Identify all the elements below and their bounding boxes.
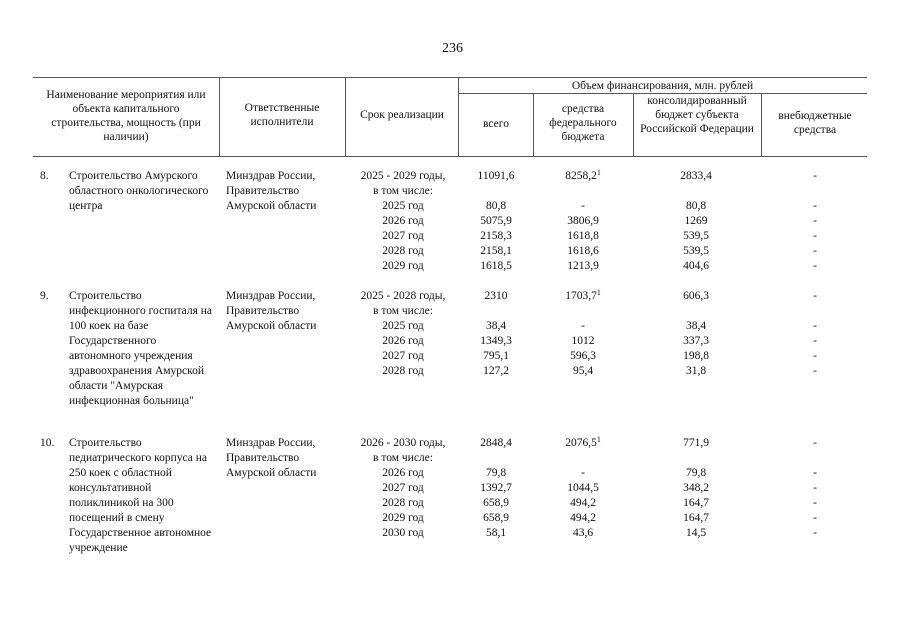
- total-cell: 2158,1: [480, 245, 512, 257]
- consolidated-cell: 164,7: [683, 497, 709, 509]
- period-line: [0, 319, 905, 334]
- federal-cell: 43,6: [572, 527, 594, 539]
- header-consolidated: консолидированный бюджет субъекта Российской Федерации: [640, 95, 754, 135]
- period-line: [0, 184, 905, 199]
- period-line: [0, 229, 905, 244]
- period-cell: 2027 год: [382, 482, 424, 494]
- consolidated-cell: 79,8: [685, 467, 707, 479]
- period-cell: 2026 год: [382, 467, 424, 479]
- consolidated-cell: 539,5: [683, 245, 709, 257]
- period-line: [0, 214, 905, 229]
- consolidated-cell: 337,3: [683, 335, 709, 347]
- period-cell: 2028 год: [382, 245, 424, 257]
- total-cell: 58,1: [485, 527, 507, 539]
- total-cell: 80,8: [485, 200, 507, 212]
- total-cell: 2158,3: [480, 230, 512, 242]
- federal-cell: 1012: [571, 335, 595, 347]
- federal-cell: 1618,8: [567, 230, 599, 242]
- federal-cell: 2076,5$^1$: [565, 435, 601, 449]
- federal-cell: 95,4: [572, 365, 594, 377]
- header-total: всего: [483, 118, 509, 130]
- extrabudgetary-cell: -: [813, 497, 817, 509]
- period-cell: в том числе:: [373, 452, 433, 464]
- federal-cell: 596,3: [570, 350, 596, 362]
- total-cell: 38,4: [485, 320, 507, 332]
- period-cell: 2028 год: [382, 365, 424, 377]
- row-number: 9.: [40, 290, 49, 302]
- row-name: Строительство инфекционного госпиталя на 100 коек на базе Государственного автономного учреждения здравоохранения Амурской области "Амурская инфекционная больница": [69, 290, 213, 407]
- total-cell: 1618,5: [480, 260, 512, 272]
- period-cell: 2030 год: [382, 527, 424, 539]
- extrabudgetary-cell: -: [813, 245, 817, 257]
- consolidated-cell: 31,8: [685, 365, 707, 377]
- footnote-mark: 1: [596, 288, 601, 297]
- federal-cell: 1703,7$^1$: [565, 288, 601, 302]
- total-cell: 658,9: [483, 497, 509, 509]
- period-line: [0, 259, 905, 274]
- total-cell: 127,2: [483, 365, 509, 377]
- extrabudgetary-cell: -: [813, 350, 817, 362]
- consolidated-cell: 2833,4: [680, 170, 712, 182]
- total-cell: 79,8: [485, 467, 507, 479]
- period-line: [0, 526, 905, 541]
- extrabudgetary-cell: -: [813, 290, 817, 302]
- federal-cell: 1044,5: [567, 482, 599, 494]
- consolidated-cell: 348,2: [683, 482, 709, 494]
- consolidated-cell: 606,3: [683, 290, 709, 302]
- footnote-mark: 1: [596, 435, 601, 444]
- total-cell: 5075,9: [480, 215, 512, 227]
- extrabudgetary-cell: -: [813, 365, 817, 377]
- period-cell: 2026 - 2030 годы,: [360, 437, 446, 449]
- total-cell: 795,1: [483, 350, 509, 362]
- period-cell: 2029 год: [382, 260, 424, 272]
- federal-cell: -: [581, 200, 585, 212]
- extrabudgetary-cell: -: [813, 170, 817, 182]
- consolidated-cell: 14,5: [685, 527, 707, 539]
- header-federal: средства федерального бюджета: [549, 103, 617, 143]
- total-cell: 658,9: [483, 512, 509, 524]
- footnote-mark: 1: [596, 168, 601, 177]
- consolidated-cell: 1269: [684, 215, 708, 227]
- total-cell: 1392,7: [480, 482, 512, 494]
- period-line: [0, 481, 905, 496]
- header-financing: Объем финансирования, млн. рублей: [571, 80, 754, 92]
- extrabudgetary-cell: -: [813, 467, 817, 479]
- total-cell: 11091,6: [477, 170, 515, 182]
- period-line: [0, 199, 905, 214]
- consolidated-cell: 198,8: [683, 350, 709, 362]
- federal-cell: -: [581, 467, 585, 479]
- row-executors: Минздрав России, Правительство Амурской области: [226, 290, 317, 332]
- consolidated-cell: 771,9: [683, 437, 709, 449]
- period-cell: 2027 год: [382, 230, 424, 242]
- row-executors: Минздрав России, Правительство Амурской области: [226, 437, 317, 479]
- federal-cell: 494,2: [570, 512, 596, 524]
- total-cell: 1349,3: [480, 335, 512, 347]
- period-line: [0, 364, 905, 379]
- extrabudgetary-cell: -: [813, 215, 817, 227]
- period-line: [0, 334, 905, 349]
- period-line: [0, 244, 905, 259]
- row-executors: Минздрав России, Правительство Амурской области: [226, 170, 317, 212]
- period-line: [0, 466, 905, 481]
- federal-cell: 494,2: [570, 497, 596, 509]
- period-cell: 2026 год: [382, 335, 424, 347]
- federal-cell: 8258,2$^1$: [565, 168, 601, 182]
- period-cell: в том числе:: [373, 305, 433, 317]
- federal-cell: -: [581, 320, 585, 332]
- extrabudgetary-cell: -: [813, 335, 817, 347]
- period-cell: 2026 год: [382, 215, 424, 227]
- period-cell: 2025 год: [382, 320, 424, 332]
- period-cell: 2025 - 2028 годы,: [360, 290, 446, 302]
- extrabudgetary-cell: -: [813, 437, 817, 449]
- extrabudgetary-cell: -: [813, 320, 817, 332]
- period-cell: в том числе:: [373, 185, 433, 197]
- extrabudgetary-cell: -: [813, 200, 817, 212]
- period-line: [0, 451, 905, 466]
- extrabudgetary-cell: -: [813, 527, 817, 539]
- period-line: [0, 304, 905, 319]
- extrabudgetary-cell: -: [813, 482, 817, 494]
- period-cell: 2029 год: [382, 512, 424, 524]
- total-cell: 2310: [484, 290, 508, 302]
- extrabudgetary-cell: -: [813, 260, 817, 272]
- period-cell: 2025 - 2029 годы,: [360, 170, 446, 182]
- period-line: [0, 511, 905, 526]
- period-line: [0, 349, 905, 364]
- header-extrabudgetary: внебюджетные средства: [778, 110, 852, 136]
- period-line: [0, 496, 905, 511]
- period-line: [0, 436, 905, 451]
- header-period: Срок реализации: [360, 109, 444, 121]
- period-cell: 2027 год: [382, 350, 424, 362]
- header-executors: Ответственные исполнители: [244, 102, 320, 128]
- consolidated-cell: 404,6: [683, 260, 709, 272]
- row-number: 10.: [40, 437, 55, 449]
- consolidated-cell: 38,4: [685, 320, 707, 332]
- extrabudgetary-cell: -: [813, 230, 817, 242]
- consolidated-cell: 164,7: [683, 512, 709, 524]
- period-cell: 2025 год: [382, 200, 424, 212]
- federal-cell: 1213,9: [567, 260, 599, 272]
- federal-cell: 1618,6: [567, 245, 599, 257]
- extrabudgetary-cell: -: [813, 512, 817, 524]
- federal-cell: 3806,9: [567, 215, 599, 227]
- period-cell: 2028 год: [382, 497, 424, 509]
- page-number: 236: [442, 41, 463, 56]
- consolidated-cell: 539,5: [683, 230, 709, 242]
- row-name: Строительство педиатрического корпуса на 250 коек с областной консультативной поликлиникой на 300 посещений в смену Государственное автономное учреждение: [69, 437, 212, 554]
- row-number: 8.: [40, 170, 49, 182]
- period-line: [0, 169, 905, 184]
- period-line: [0, 289, 905, 304]
- header-name: Наименование мероприятия или объекта капитального строительства, мощность (при наличии): [46, 89, 206, 143]
- row-name: Строительство Амурского областного онкологического центра: [69, 170, 209, 212]
- total-cell: 2848,4: [480, 437, 512, 449]
- consolidated-cell: 80,8: [685, 200, 707, 212]
